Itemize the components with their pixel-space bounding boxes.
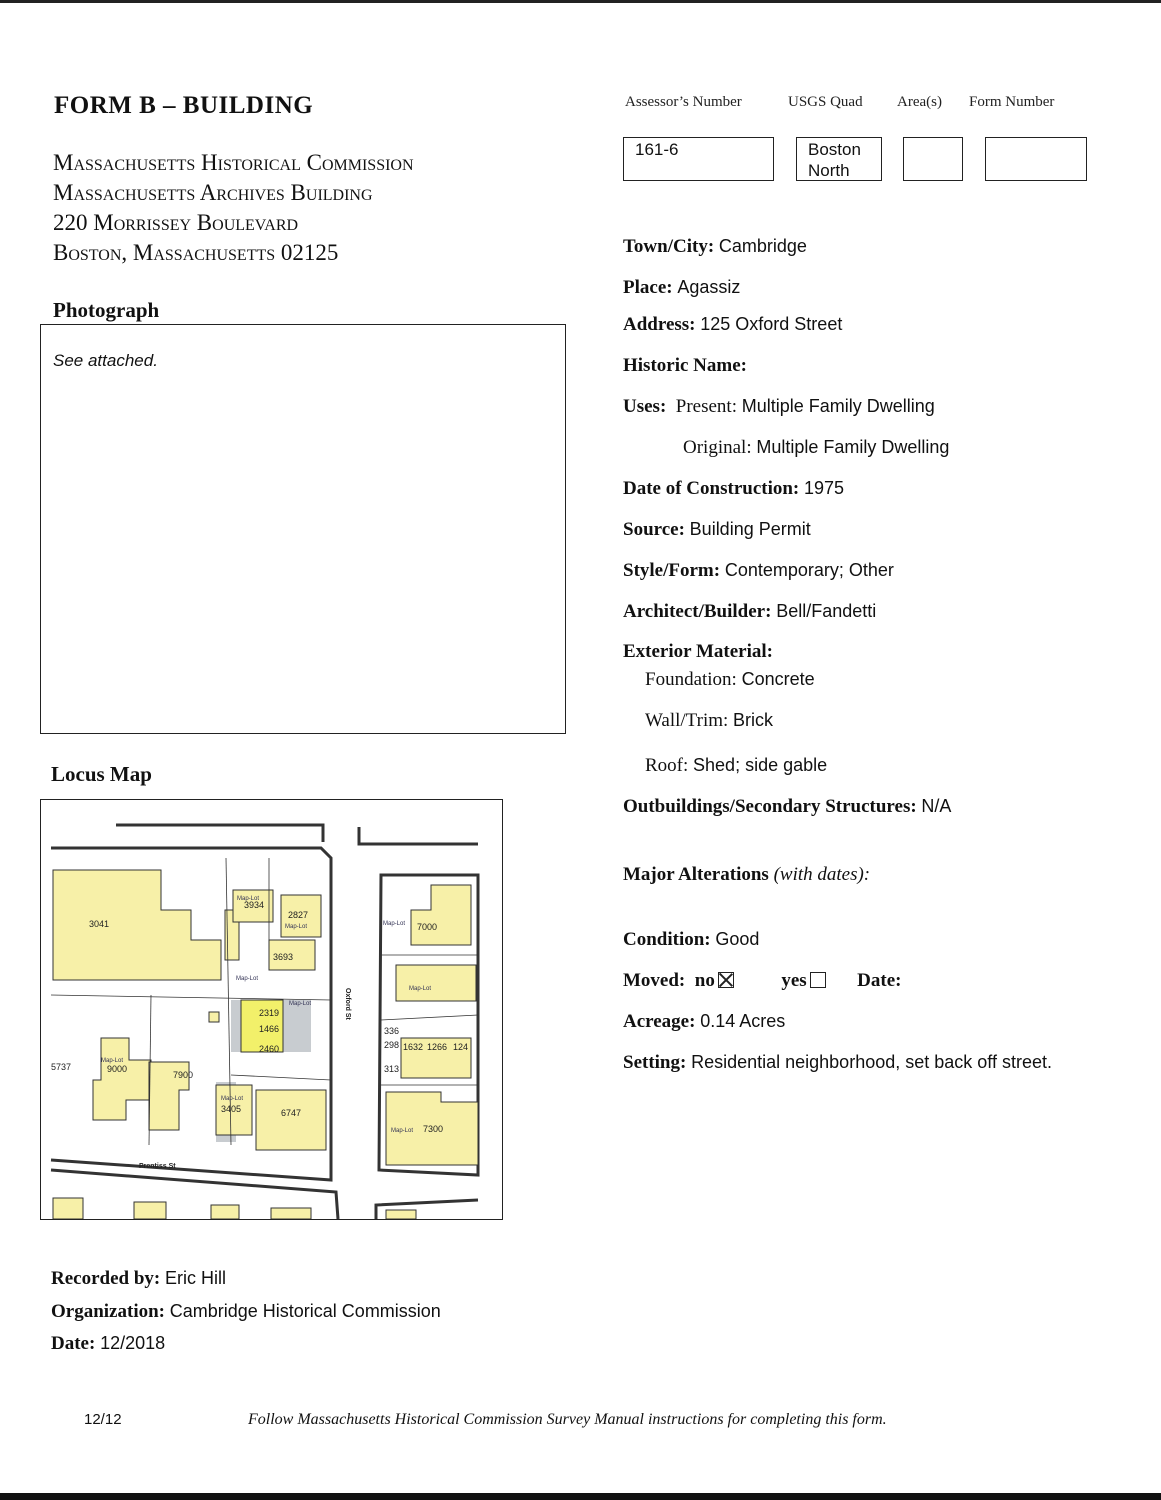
form-number-field[interactable] xyxy=(985,137,1087,181)
historic-name-row xyxy=(623,355,747,377)
recorded-date-label: Date: xyxy=(51,1333,96,1354)
setting-row xyxy=(623,1052,1052,1074)
parcel-label: 3041 xyxy=(89,919,110,929)
block-outline-north xyxy=(116,825,323,842)
outbuildings-label: Outbuildings/Secondary Structures: xyxy=(623,796,917,817)
outbuildings-value: N/A xyxy=(921,796,952,816)
photograph-label: Photograph xyxy=(53,298,160,322)
parcel-label: 3693 xyxy=(273,952,294,962)
roof-label: Roof: xyxy=(645,755,689,776)
form-number-label: Form Number xyxy=(969,94,1055,110)
locus-map-image xyxy=(41,800,502,1219)
roof-row xyxy=(645,755,827,777)
lot-line xyxy=(51,995,331,1000)
parcel-label: 3934 xyxy=(244,900,265,910)
parcel-label: 313 xyxy=(384,1064,400,1074)
wall-trim-row xyxy=(645,710,773,732)
uses-label: Uses: xyxy=(623,396,667,417)
address-line-2: Massachusetts Archives Building xyxy=(53,180,373,205)
present-use-label: Present: xyxy=(675,396,737,417)
parcel-label: 7300 xyxy=(423,1124,444,1134)
recorded-by-row xyxy=(51,1268,226,1290)
commission-address xyxy=(53,148,414,268)
condition-label: Condition: xyxy=(623,929,711,950)
map-lot-label: Map-Lot xyxy=(409,986,432,992)
map-lot-label: Map-Lot xyxy=(236,976,259,982)
building-shed xyxy=(209,1012,219,1022)
moved-no-label: no xyxy=(694,970,715,991)
organization-label: Organization: xyxy=(51,1301,165,1322)
usgs-quad-label: USGS Quad xyxy=(788,94,863,110)
parcel-label: 1466 xyxy=(259,1024,280,1034)
parcel-label: 6747 xyxy=(281,1108,302,1118)
outbuildings-row xyxy=(623,796,951,818)
scan-edge-bottom xyxy=(0,1493,1161,1500)
building-south-2 xyxy=(134,1202,166,1219)
map-lot-label: Map-Lot xyxy=(391,1128,414,1134)
address-line-1: Massachusetts Historical Commission xyxy=(53,150,414,175)
place-label: Place: xyxy=(623,277,673,298)
moved-yes-label: yes xyxy=(781,970,807,991)
original-use-value: Multiple Family Dwelling xyxy=(756,437,950,457)
usgs-quad-line-1: Boston xyxy=(808,140,861,159)
foundation-row xyxy=(645,669,815,691)
areas-label: Area(s) xyxy=(897,94,942,110)
building-9000 xyxy=(93,1038,151,1120)
town-city-row xyxy=(623,236,807,258)
building-3041 xyxy=(53,870,221,980)
parcel-label: 1266 xyxy=(427,1042,448,1052)
style-form-label: Style/Form: xyxy=(623,560,721,581)
foundation-label: Foundation: xyxy=(645,669,737,690)
form-title: FORM B – BUILDING xyxy=(54,92,314,119)
address-value: 125 Oxford Street xyxy=(700,314,843,334)
present-use-value: Multiple Family Dwelling xyxy=(741,396,935,416)
recorded-date-value: 12/2018 xyxy=(100,1333,166,1353)
exterior-material-label: Exterior Material: xyxy=(623,641,773,662)
parcel-label: 7900 xyxy=(173,1070,194,1080)
organization-row xyxy=(51,1301,441,1323)
setting-label: Setting: xyxy=(623,1052,687,1073)
organization-value: Cambridge Historical Commission xyxy=(169,1301,441,1321)
parcel-label: 9000 xyxy=(107,1064,128,1074)
footer-instructions: Follow Massachusetts Historical Commission Survey Manual instructions for completing this form. xyxy=(248,1411,887,1428)
moved-date-label: Date: xyxy=(857,970,902,991)
foundation-value: Concrete xyxy=(741,669,815,689)
source-value: Building Permit xyxy=(689,519,811,539)
moved-row xyxy=(623,970,901,992)
acreage-value: 0.14 Acres xyxy=(700,1011,786,1031)
locus-map-label: Locus Map xyxy=(51,762,152,786)
building-south-3 xyxy=(211,1205,239,1219)
historic-name-label: Historic Name: xyxy=(623,355,747,376)
uses-row xyxy=(623,396,935,418)
parcel-label: 5737 xyxy=(51,1062,72,1072)
parcel-label: 336 xyxy=(384,1026,400,1036)
locus-map xyxy=(40,799,503,1220)
map-lot-label: Map-Lot xyxy=(101,1058,124,1064)
town-city-value: Cambridge xyxy=(718,236,807,256)
moved-yes-checkbox[interactable] xyxy=(810,972,826,988)
page-number: 12/12 xyxy=(84,1411,122,1428)
moved-no-checkbox[interactable] xyxy=(718,972,734,988)
map-lot-label: Map-Lot xyxy=(221,1096,244,1102)
street-label-oxford: Oxford St xyxy=(344,988,351,1020)
building-south-4 xyxy=(271,1208,311,1219)
photograph-note: See attached. xyxy=(53,351,158,370)
source-row xyxy=(623,519,811,541)
acreage-label: Acreage: xyxy=(623,1011,696,1032)
building-south-5 xyxy=(386,1210,416,1219)
map-lot-label: Map-Lot xyxy=(383,921,406,927)
exterior-material-row xyxy=(623,641,773,663)
wall-trim-value: Brick xyxy=(733,710,774,730)
roof-value: Shed; side gable xyxy=(693,755,828,775)
lot-line xyxy=(381,1015,478,1020)
parcel-label: 3405 xyxy=(221,1104,242,1114)
assessor-number-field[interactable]: 161-6 xyxy=(623,137,774,181)
date-of-construction-value: 1975 xyxy=(804,478,845,498)
style-form-value: Contemporary; Other xyxy=(724,560,894,580)
original-use-label: Original: xyxy=(683,437,752,458)
recorded-by-label: Recorded by: xyxy=(51,1268,161,1289)
address-label: Address: xyxy=(623,314,696,335)
block-outline-northeast xyxy=(359,827,478,844)
photograph-box xyxy=(40,324,566,734)
parcel-label: 124 xyxy=(453,1042,469,1052)
parcel-label: 2827 xyxy=(288,910,309,920)
place-value: Agassiz xyxy=(677,277,741,297)
original-use-row xyxy=(683,437,949,459)
place-row xyxy=(623,277,740,299)
address-line-3: 220 Morrissey Boulevard xyxy=(53,210,299,235)
building-south-1 xyxy=(53,1198,83,1219)
lot-line xyxy=(231,1075,331,1080)
major-alterations-label: Major Alterations xyxy=(623,864,769,885)
address-row xyxy=(623,314,842,336)
address-line-4: Boston, Massachusetts 02125 xyxy=(53,240,339,265)
date-of-construction-row xyxy=(623,478,844,500)
major-alterations-row xyxy=(623,864,870,886)
parcel-label: 2319 xyxy=(259,1008,280,1018)
street-label-prentiss: Prentiss St xyxy=(139,1163,176,1170)
architect-builder-row xyxy=(623,601,876,623)
date-of-construction-label: Date of Construction: xyxy=(623,478,800,499)
parcel-label: 1632 xyxy=(403,1042,424,1052)
style-form-row xyxy=(623,560,894,582)
usgs-quad-line-2: North xyxy=(808,161,850,180)
building-7000 xyxy=(411,885,471,945)
town-city-label: Town/City: xyxy=(623,236,715,257)
parcel-label: 2460 xyxy=(259,1044,280,1054)
wall-trim-label: Wall/Trim: xyxy=(645,710,729,731)
recorded-date-row xyxy=(51,1333,165,1355)
setting-value: Residential neighborhood, set back off street. xyxy=(691,1052,1052,1072)
architect-builder-value: Bell/Fandetti xyxy=(776,601,877,621)
architect-builder-label: Architect/Builder: xyxy=(623,601,772,622)
recorded-by-value: Eric Hill xyxy=(164,1268,226,1288)
condition-row xyxy=(623,929,759,951)
areas-field[interactable] xyxy=(903,137,963,181)
map-lot-label: Map-Lot xyxy=(289,1001,312,1007)
building-6747 xyxy=(256,1090,326,1150)
scan-edge-top xyxy=(0,0,1161,3)
usgs-quad-field[interactable] xyxy=(796,137,882,181)
parcel-label: 298 xyxy=(384,1040,400,1050)
acreage-row xyxy=(623,1011,785,1033)
building-east-1 xyxy=(396,965,476,1001)
source-label: Source: xyxy=(623,519,685,540)
condition-value: Good xyxy=(715,929,760,949)
assessor-number-label: Assessor’s Number xyxy=(625,94,742,110)
parcel-label: 7000 xyxy=(417,922,438,932)
moved-label: Moved: xyxy=(623,970,686,991)
map-lot-label: Map-Lot xyxy=(237,896,260,902)
map-lot-label: Map-Lot xyxy=(285,924,308,930)
major-alterations-note: (with dates): xyxy=(773,864,871,885)
